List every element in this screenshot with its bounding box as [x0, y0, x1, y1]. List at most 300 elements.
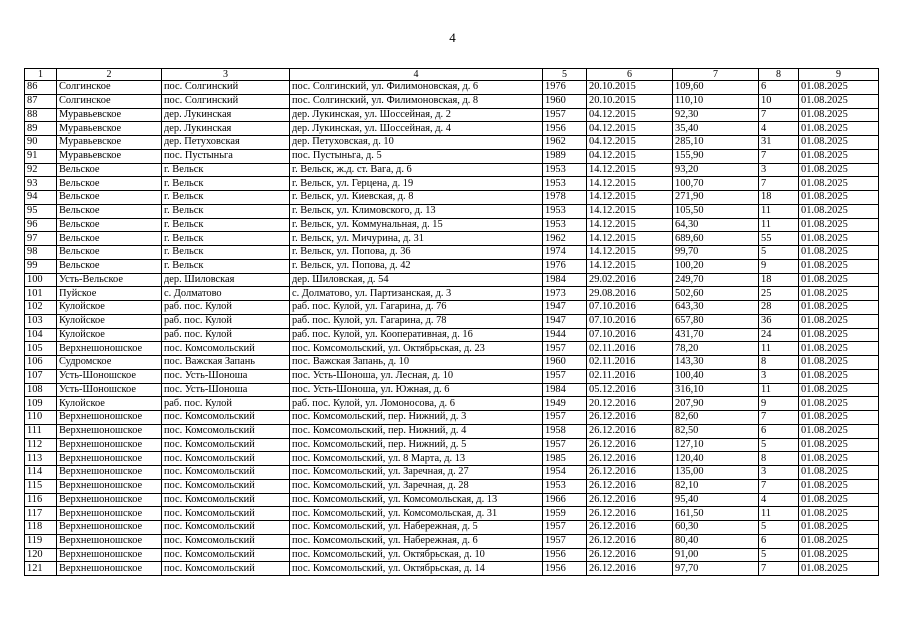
cell-area: 64,30	[673, 218, 759, 232]
cell-settlement: дер. Шиловская	[162, 273, 290, 287]
table-row	[25, 328, 879, 342]
table-row	[25, 438, 879, 452]
cell-residents: 4	[759, 493, 799, 507]
cell-recognition-date: 26.12.2016	[587, 493, 673, 507]
cell-row-number: 91	[25, 149, 57, 163]
cell-resettlement-deadline: 01.08.2025	[799, 246, 879, 260]
cell-residents: 11	[759, 507, 799, 521]
cell-municipality: Верхнешоношское	[57, 342, 162, 356]
cell-year-built: 1974	[543, 246, 587, 260]
cell-settlement: дер. Лукинская	[162, 108, 290, 122]
column-header-address: 4	[290, 69, 543, 81]
cell-municipality: Муравьевское	[57, 108, 162, 122]
cell-municipality: Вельское	[57, 177, 162, 191]
cell-residents: 28	[759, 301, 799, 315]
cell-address: пос. Комсомольский, ул. Октябрьская, д. 23	[290, 342, 543, 356]
cell-row-number: 110	[25, 411, 57, 425]
column-header-settlement: 3	[162, 69, 290, 81]
cell-address: г. Вельск, ул. Климовского, д. 13	[290, 204, 543, 218]
cell-settlement: пос. Важская Запань	[162, 356, 290, 370]
table-row	[25, 493, 879, 507]
cell-area: 109,60	[673, 81, 759, 95]
cell-residents: 3	[759, 369, 799, 383]
cell-year-built: 1957	[543, 369, 587, 383]
cell-area: 97,70	[673, 562, 759, 576]
cell-address: дер. Шиловская, д. 54	[290, 273, 543, 287]
cell-residents: 7	[759, 177, 799, 191]
cell-settlement: г. Вельск	[162, 191, 290, 205]
cell-resettlement-deadline: 01.08.2025	[799, 94, 879, 108]
cell-address: пос. Важская Запань, д. 10	[290, 356, 543, 370]
cell-address: г. Вельск, ж.д. ст. Вага, д. 6	[290, 163, 543, 177]
cell-settlement: пос. Комсомольский	[162, 466, 290, 480]
cell-resettlement-deadline: 01.08.2025	[799, 287, 879, 301]
cell-year-built: 1947	[543, 301, 587, 315]
cell-row-number: 94	[25, 191, 57, 205]
cell-residents: 3	[759, 466, 799, 480]
cell-residents: 24	[759, 328, 799, 342]
table-row	[25, 108, 879, 122]
cell-address: раб. пос. Кулой, ул. Ломоносова, д. 6	[290, 397, 543, 411]
cell-year-built: 1976	[543, 259, 587, 273]
cell-year-built: 1976	[543, 81, 587, 95]
cell-year-built: 1947	[543, 314, 587, 328]
cell-row-number: 103	[25, 314, 57, 328]
cell-address: раб. пос. Кулой, ул. Кооперативная, д. 16	[290, 328, 543, 342]
cell-year-built: 1966	[543, 493, 587, 507]
cell-recognition-date: 04.12.2015	[587, 149, 673, 163]
cell-municipality: Верхнешоношское	[57, 562, 162, 576]
cell-recognition-date: 20.10.2015	[587, 81, 673, 95]
cell-row-number: 97	[25, 232, 57, 246]
cell-settlement: пос. Солгинский	[162, 81, 290, 95]
cell-resettlement-deadline: 01.08.2025	[799, 191, 879, 205]
cell-resettlement-deadline: 01.08.2025	[799, 259, 879, 273]
cell-residents: 6	[759, 424, 799, 438]
cell-municipality: Верхнешоношское	[57, 534, 162, 548]
cell-municipality: Вельское	[57, 204, 162, 218]
cell-resettlement-deadline: 01.08.2025	[799, 466, 879, 480]
cell-resettlement-deadline: 01.08.2025	[799, 534, 879, 548]
cell-row-number: 98	[25, 246, 57, 260]
cell-area: 431,70	[673, 328, 759, 342]
table-row	[25, 383, 879, 397]
cell-residents: 5	[759, 521, 799, 535]
cell-area: 60,30	[673, 521, 759, 535]
cell-recognition-date: 14.12.2015	[587, 246, 673, 260]
table-row	[25, 204, 879, 218]
cell-residents: 5	[759, 246, 799, 260]
cell-area: 95,40	[673, 493, 759, 507]
cell-resettlement-deadline: 01.08.2025	[799, 204, 879, 218]
column-header-row-number: 1	[25, 69, 57, 81]
column-header-resettlement-deadline: 9	[799, 69, 879, 81]
cell-settlement: пос. Солгинский	[162, 94, 290, 108]
cell-settlement: раб. пос. Кулой	[162, 314, 290, 328]
cell-settlement: пос. Усть-Шоноша	[162, 369, 290, 383]
table-body	[25, 81, 879, 576]
cell-resettlement-deadline: 01.08.2025	[799, 452, 879, 466]
cell-address: раб. пос. Кулой, ул. Гагарина, д. 76	[290, 301, 543, 315]
cell-recognition-date: 26.12.2016	[587, 411, 673, 425]
cell-year-built: 1953	[543, 163, 587, 177]
cell-recognition-date: 14.12.2015	[587, 191, 673, 205]
cell-recognition-date: 26.12.2016	[587, 452, 673, 466]
cell-row-number: 108	[25, 383, 57, 397]
cell-settlement: пос. Комсомольский	[162, 342, 290, 356]
cell-address: раб. пос. Кулой, ул. Гагарина, д. 78	[290, 314, 543, 328]
cell-row-number: 89	[25, 122, 57, 136]
cell-settlement: г. Вельск	[162, 232, 290, 246]
column-header-municipality: 2	[57, 69, 162, 81]
cell-year-built: 1953	[543, 479, 587, 493]
cell-recognition-date: 26.12.2016	[587, 548, 673, 562]
cell-area: 502,60	[673, 287, 759, 301]
table-row	[25, 411, 879, 425]
cell-row-number: 104	[25, 328, 57, 342]
cell-year-built: 1978	[543, 191, 587, 205]
cell-area: 82,50	[673, 424, 759, 438]
cell-municipality: Вельское	[57, 191, 162, 205]
cell-resettlement-deadline: 01.08.2025	[799, 136, 879, 150]
table-row	[25, 191, 879, 205]
cell-municipality: Муравьевское	[57, 122, 162, 136]
cell-resettlement-deadline: 01.08.2025	[799, 507, 879, 521]
cell-resettlement-deadline: 01.08.2025	[799, 493, 879, 507]
cell-row-number: 121	[25, 562, 57, 576]
cell-address: пос. Комсомольский, пер. Нижний, д. 5	[290, 438, 543, 452]
cell-municipality: Кулойское	[57, 314, 162, 328]
cell-resettlement-deadline: 01.08.2025	[799, 328, 879, 342]
cell-address: г. Вельск, ул. Герцена, д. 19	[290, 177, 543, 191]
table-row	[25, 507, 879, 521]
cell-year-built: 1953	[543, 204, 587, 218]
cell-address: пос. Солгинский, ул. Филимоновская, д. 8	[290, 94, 543, 108]
cell-area: 127,10	[673, 438, 759, 452]
cell-resettlement-deadline: 01.08.2025	[799, 314, 879, 328]
cell-resettlement-deadline: 01.08.2025	[799, 301, 879, 315]
table-row	[25, 452, 879, 466]
cell-area: 82,60	[673, 411, 759, 425]
cell-address: пос. Комсомольский, ул. Набережная, д. 6	[290, 534, 543, 548]
cell-settlement: пос. Комсомольский	[162, 438, 290, 452]
cell-row-number: 109	[25, 397, 57, 411]
cell-residents: 10	[759, 94, 799, 108]
cell-residents: 5	[759, 438, 799, 452]
cell-row-number: 113	[25, 452, 57, 466]
cell-municipality: Вельское	[57, 232, 162, 246]
cell-residents: 6	[759, 81, 799, 95]
table-row	[25, 466, 879, 480]
cell-row-number: 87	[25, 94, 57, 108]
cell-residents: 11	[759, 218, 799, 232]
cell-settlement: пос. Комсомольский	[162, 507, 290, 521]
cell-area: 249,70	[673, 273, 759, 287]
cell-residents: 11	[759, 342, 799, 356]
cell-municipality: Вельское	[57, 246, 162, 260]
cell-recognition-date: 02.11.2016	[587, 369, 673, 383]
cell-area: 91,00	[673, 548, 759, 562]
cell-year-built: 1956	[543, 562, 587, 576]
cell-recognition-date: 26.12.2016	[587, 466, 673, 480]
cell-area: 35,40	[673, 122, 759, 136]
cell-residents: 9	[759, 397, 799, 411]
cell-municipality: Муравьевское	[57, 149, 162, 163]
cell-address: пос. Комсомольский, ул. 8 Марта, д. 13	[290, 452, 543, 466]
cell-row-number: 117	[25, 507, 57, 521]
cell-recognition-date: 14.12.2015	[587, 232, 673, 246]
cell-municipality: Верхнешоношское	[57, 479, 162, 493]
cell-address: пос. Солгинский, ул. Филимоновская, д. 6	[290, 81, 543, 95]
cell-municipality: Кулойское	[57, 301, 162, 315]
cell-municipality: Пуйское	[57, 287, 162, 301]
cell-resettlement-deadline: 01.08.2025	[799, 479, 879, 493]
table-row	[25, 177, 879, 191]
cell-recognition-date: 26.12.2016	[587, 521, 673, 535]
cell-row-number: 90	[25, 136, 57, 150]
cell-area: 120,40	[673, 452, 759, 466]
cell-recognition-date: 14.12.2015	[587, 177, 673, 191]
page-number: 4	[449, 30, 456, 45]
cell-address: пос. Комсомольский, пер. Нижний, д. 3	[290, 411, 543, 425]
cell-residents: 6	[759, 534, 799, 548]
cell-resettlement-deadline: 01.08.2025	[799, 424, 879, 438]
cell-municipality: Усть-Шоношское	[57, 383, 162, 397]
cell-recognition-date: 07.10.2016	[587, 301, 673, 315]
cell-area: 78,20	[673, 342, 759, 356]
cell-recognition-date: 07.10.2016	[587, 314, 673, 328]
cell-year-built: 1953	[543, 218, 587, 232]
cell-settlement: раб. пос. Кулой	[162, 397, 290, 411]
cell-municipality: Усть-Вельское	[57, 273, 162, 287]
cell-address: пос. Комсомольский, ул. Комсомольская, д. 31	[290, 507, 543, 521]
table-row	[25, 562, 879, 576]
cell-recognition-date: 14.12.2015	[587, 204, 673, 218]
cell-area: 135,00	[673, 466, 759, 480]
cell-recognition-date: 04.12.2015	[587, 108, 673, 122]
cell-address: дер. Петуховская, д. 10	[290, 136, 543, 150]
cell-settlement: г. Вельск	[162, 163, 290, 177]
cell-settlement: г. Вельск	[162, 246, 290, 260]
table-row	[25, 232, 879, 246]
column-header-area: 7	[673, 69, 759, 81]
cell-row-number: 105	[25, 342, 57, 356]
cell-resettlement-deadline: 01.08.2025	[799, 108, 879, 122]
cell-year-built: 1954	[543, 466, 587, 480]
cell-settlement: пос. Усть-Шоноша	[162, 383, 290, 397]
cell-row-number: 116	[25, 493, 57, 507]
cell-year-built: 1984	[543, 383, 587, 397]
cell-municipality: Кулойское	[57, 397, 162, 411]
cell-resettlement-deadline: 01.08.2025	[799, 562, 879, 576]
cell-row-number: 102	[25, 301, 57, 315]
cell-area: 82,10	[673, 479, 759, 493]
cell-municipality: Кулойское	[57, 328, 162, 342]
cell-recognition-date: 20.12.2016	[587, 397, 673, 411]
cell-municipality: Судромское	[57, 356, 162, 370]
cell-recognition-date: 29.08.2016	[587, 287, 673, 301]
cell-address: пос. Комсомольский, ул. Октябрьская, д. 10	[290, 548, 543, 562]
cell-area: 143,30	[673, 356, 759, 370]
cell-address: пос. Усть-Шоноша, ул. Лесная, д. 10	[290, 369, 543, 383]
table-row	[25, 424, 879, 438]
table-row	[25, 369, 879, 383]
cell-settlement: пос. Комсомольский	[162, 521, 290, 535]
cell-area: 100,70	[673, 177, 759, 191]
cell-row-number: 111	[25, 424, 57, 438]
cell-settlement: пос. Комсомольский	[162, 479, 290, 493]
cell-recognition-date: 26.12.2016	[587, 507, 673, 521]
table-row	[25, 122, 879, 136]
cell-residents: 36	[759, 314, 799, 328]
cell-settlement: г. Вельск	[162, 204, 290, 218]
cell-year-built: 1957	[543, 534, 587, 548]
table-row	[25, 81, 879, 95]
cell-year-built: 1984	[543, 273, 587, 287]
cell-year-built: 1989	[543, 149, 587, 163]
cell-address: пос. Комсомольский, ул. Заречная, д. 27	[290, 466, 543, 480]
cell-row-number: 115	[25, 479, 57, 493]
table-row	[25, 273, 879, 287]
cell-municipality: Усть-Шоношское	[57, 369, 162, 383]
cell-row-number: 120	[25, 548, 57, 562]
cell-address: дер. Лукинская, ул. Шоссейная, д. 4	[290, 122, 543, 136]
table-row	[25, 149, 879, 163]
cell-year-built: 1960	[543, 356, 587, 370]
cell-row-number: 92	[25, 163, 57, 177]
cell-municipality: Верхнешоношское	[57, 411, 162, 425]
cell-recognition-date: 07.10.2016	[587, 328, 673, 342]
cell-address: пос. Комсомольский, пер. Нижний, д. 4	[290, 424, 543, 438]
cell-recognition-date: 14.12.2015	[587, 259, 673, 273]
cell-settlement: раб. пос. Кулой	[162, 328, 290, 342]
cell-resettlement-deadline: 01.08.2025	[799, 218, 879, 232]
cell-row-number: 118	[25, 521, 57, 535]
cell-municipality: Верхнешоношское	[57, 548, 162, 562]
cell-area: 93,20	[673, 163, 759, 177]
cell-area: 92,30	[673, 108, 759, 122]
cell-residents: 18	[759, 273, 799, 287]
cell-residents: 4	[759, 122, 799, 136]
cell-settlement: пос. Комсомольский	[162, 548, 290, 562]
cell-recognition-date: 29.02.2016	[587, 273, 673, 287]
cell-settlement: пос. Комсомольский	[162, 562, 290, 576]
cell-municipality: Верхнешоношское	[57, 521, 162, 535]
cell-address: г. Вельск, ул. Киевская, д. 8	[290, 191, 543, 205]
cell-address: с. Долматово, ул. Партизанская, д. 3	[290, 287, 543, 301]
cell-address: пос. Усть-Шоноша, ул. Южная, д. 6	[290, 383, 543, 397]
cell-year-built: 1949	[543, 397, 587, 411]
cell-residents: 31	[759, 136, 799, 150]
cell-area: 80,40	[673, 534, 759, 548]
cell-recognition-date: 26.12.2016	[587, 424, 673, 438]
cell-area: 271,90	[673, 191, 759, 205]
cell-year-built: 1957	[543, 108, 587, 122]
table-row	[25, 301, 879, 315]
cell-residents: 7	[759, 149, 799, 163]
cell-settlement: г. Вельск	[162, 259, 290, 273]
cell-address: пос. Комсомольский, ул. Октябрьская, д. 14	[290, 562, 543, 576]
cell-resettlement-deadline: 01.08.2025	[799, 81, 879, 95]
cell-municipality: Вельское	[57, 218, 162, 232]
cell-recognition-date: 04.12.2015	[587, 136, 673, 150]
cell-recognition-date: 14.12.2015	[587, 218, 673, 232]
cell-settlement: г. Вельск	[162, 177, 290, 191]
cell-area: 285,10	[673, 136, 759, 150]
column-header-year-built: 5	[543, 69, 587, 81]
cell-resettlement-deadline: 01.08.2025	[799, 397, 879, 411]
cell-year-built: 1953	[543, 177, 587, 191]
cell-area: 100,20	[673, 259, 759, 273]
cell-row-number: 96	[25, 218, 57, 232]
cell-resettlement-deadline: 01.08.2025	[799, 232, 879, 246]
table-row	[25, 218, 879, 232]
cell-area: 155,90	[673, 149, 759, 163]
table-row	[25, 397, 879, 411]
cell-settlement: пос. Комсомольский	[162, 452, 290, 466]
cell-settlement: г. Вельск	[162, 218, 290, 232]
cell-area: 100,40	[673, 369, 759, 383]
cell-row-number: 101	[25, 287, 57, 301]
cell-address: пос. Пустыньга, д. 5	[290, 149, 543, 163]
cell-area: 643,30	[673, 301, 759, 315]
cell-row-number: 106	[25, 356, 57, 370]
cell-year-built: 1985	[543, 452, 587, 466]
cell-resettlement-deadline: 01.08.2025	[799, 438, 879, 452]
cell-year-built: 1958	[543, 424, 587, 438]
cell-residents: 55	[759, 232, 799, 246]
cell-resettlement-deadline: 01.08.2025	[799, 177, 879, 191]
cell-recognition-date: 14.12.2015	[587, 163, 673, 177]
cell-municipality: Верхнешоношское	[57, 452, 162, 466]
cell-year-built: 1957	[543, 411, 587, 425]
cell-residents: 3	[759, 163, 799, 177]
cell-row-number: 95	[25, 204, 57, 218]
table-row	[25, 479, 879, 493]
cell-resettlement-deadline: 01.08.2025	[799, 273, 879, 287]
cell-area: 105,50	[673, 204, 759, 218]
cell-year-built: 1959	[543, 507, 587, 521]
table-row	[25, 246, 879, 260]
cell-address: дер. Лукинская, ул. Шоссейная, д. 2	[290, 108, 543, 122]
table-row	[25, 521, 879, 535]
cell-residents: 11	[759, 383, 799, 397]
cell-resettlement-deadline: 01.08.2025	[799, 411, 879, 425]
cell-settlement: пос. Комсомольский	[162, 534, 290, 548]
cell-resettlement-deadline: 01.08.2025	[799, 342, 879, 356]
cell-residents: 7	[759, 562, 799, 576]
cell-address: г. Вельск, ул. Попова, д. 42	[290, 259, 543, 273]
cell-area: 207,90	[673, 397, 759, 411]
cell-year-built: 1960	[543, 94, 587, 108]
cell-resettlement-deadline: 01.08.2025	[799, 548, 879, 562]
cell-row-number: 86	[25, 81, 57, 95]
cell-settlement: дер. Лукинская	[162, 122, 290, 136]
cell-resettlement-deadline: 01.08.2025	[799, 383, 879, 397]
cell-year-built: 1956	[543, 122, 587, 136]
cell-municipality: Верхнешоношское	[57, 466, 162, 480]
cell-municipality: Солгинское	[57, 94, 162, 108]
cell-residents: 11	[759, 204, 799, 218]
cell-settlement: пос. Пустыньга	[162, 149, 290, 163]
table-row	[25, 136, 879, 150]
cell-recognition-date: 26.12.2016	[587, 562, 673, 576]
cell-recognition-date: 26.12.2016	[587, 534, 673, 548]
cell-municipality: Верхнешоношское	[57, 424, 162, 438]
table-row	[25, 259, 879, 273]
cell-settlement: пос. Комсомольский	[162, 411, 290, 425]
cell-row-number: 119	[25, 534, 57, 548]
